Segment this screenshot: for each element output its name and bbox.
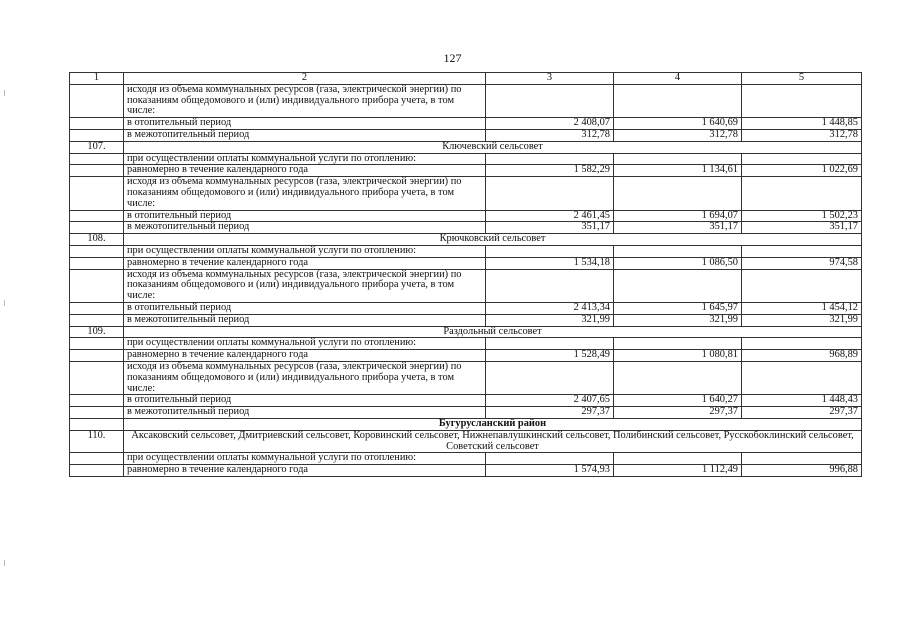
district-name: Бугурусланский район xyxy=(124,418,862,430)
table-row xyxy=(70,257,862,269)
row-number xyxy=(70,129,124,141)
value-column-5 xyxy=(742,84,862,117)
table-row xyxy=(70,222,862,234)
value-column-4 xyxy=(614,453,742,465)
table-row xyxy=(70,84,862,117)
table-row xyxy=(70,338,862,350)
value-column-4: 1 640,27 xyxy=(614,395,742,407)
value-column-4: 1 112,49 xyxy=(614,465,742,477)
value-column-3: 297,37 xyxy=(486,407,614,419)
value-column-4 xyxy=(614,361,742,394)
column-number: 3 xyxy=(486,73,614,85)
row-description: равномерно в течение календарного года xyxy=(124,350,486,362)
value-column-3 xyxy=(486,453,614,465)
table-row xyxy=(70,245,862,257)
table-row xyxy=(70,407,862,419)
value-column-4: 1 086,50 xyxy=(614,257,742,269)
value-column-5 xyxy=(742,153,862,165)
table-row xyxy=(70,350,862,362)
value-column-5: 297,37 xyxy=(742,407,862,419)
value-column-3: 1 534,18 xyxy=(486,257,614,269)
row-description: в отопительный период xyxy=(124,118,486,130)
table-row xyxy=(70,314,862,326)
row-number xyxy=(70,257,124,269)
value-column-5 xyxy=(742,177,862,210)
settlement-name: Аксаковский сельсовет, Дмитриевский сельсовет, Коровинский сельсовет, Нижнепавлушкинский сельсовет, Полибинский сельсовет, Русскобоклинский сельсовет, Советский сельсовет xyxy=(124,430,862,453)
value-column-3: 1 574,93 xyxy=(486,465,614,477)
settlement-row xyxy=(70,234,862,246)
table-row xyxy=(70,465,862,477)
row-number xyxy=(70,165,124,177)
value-column-3: 2 461,45 xyxy=(486,210,614,222)
value-column-4: 1 134,61 xyxy=(614,165,742,177)
scan-margin-mark xyxy=(4,90,5,96)
row-number xyxy=(70,302,124,314)
tariff-table xyxy=(69,72,862,477)
value-column-4: 1 640,69 xyxy=(614,118,742,130)
row-description: в отопительный период xyxy=(124,395,486,407)
value-column-3 xyxy=(486,177,614,210)
value-column-3: 1 582,29 xyxy=(486,165,614,177)
row-description: в межотопительный период xyxy=(124,222,486,234)
row-description: равномерно в течение календарного года xyxy=(124,165,486,177)
value-column-4: 351,17 xyxy=(614,222,742,234)
district-spacer xyxy=(70,418,124,430)
settlement-number: 109. xyxy=(70,326,124,338)
value-column-4 xyxy=(614,338,742,350)
value-column-3: 2 413,34 xyxy=(486,302,614,314)
table-row xyxy=(70,210,862,222)
value-column-3: 1 528,49 xyxy=(486,350,614,362)
row-description: при осуществлении оплаты коммунальной услуги по отоплению: xyxy=(124,245,486,257)
row-number xyxy=(70,177,124,210)
row-description: в отопительный период xyxy=(124,302,486,314)
value-column-4: 1 694,07 xyxy=(614,210,742,222)
row-number xyxy=(70,269,124,302)
row-description: в межотопительный период xyxy=(124,407,486,419)
row-number xyxy=(70,314,124,326)
table-row xyxy=(70,153,862,165)
row-number xyxy=(70,453,124,465)
row-description: в межотопительный период xyxy=(124,314,486,326)
value-column-3 xyxy=(486,338,614,350)
row-number xyxy=(70,118,124,130)
value-column-5: 974,58 xyxy=(742,257,862,269)
row-description: исходя из объема коммунальных ресурсов (газа, электрической энергии) по показаниям общедомового и (или) индивидуального прибора учета, в том числе: xyxy=(124,269,486,302)
value-column-5 xyxy=(742,338,862,350)
table-row xyxy=(70,165,862,177)
row-description: при осуществлении оплаты коммунальной услуги по отоплению: xyxy=(124,453,486,465)
settlement-name: Ключевский сельсовет xyxy=(124,141,862,153)
row-description: в отопительный период xyxy=(124,210,486,222)
value-column-3: 321,99 xyxy=(486,314,614,326)
value-column-3 xyxy=(486,153,614,165)
row-number xyxy=(70,84,124,117)
row-number xyxy=(70,222,124,234)
table-row xyxy=(70,302,862,314)
table-row xyxy=(70,129,862,141)
row-description: при осуществлении оплаты коммунальной услуги по отоплению: xyxy=(124,338,486,350)
value-column-5: 1 454,12 xyxy=(742,302,862,314)
value-column-5 xyxy=(742,361,862,394)
row-number xyxy=(70,407,124,419)
scan-margin-mark xyxy=(4,560,5,566)
value-column-3 xyxy=(486,84,614,117)
value-column-5 xyxy=(742,453,862,465)
value-column-5: 968,89 xyxy=(742,350,862,362)
value-column-4 xyxy=(614,177,742,210)
row-number xyxy=(70,465,124,477)
table-row xyxy=(70,118,862,130)
value-column-5: 1 448,43 xyxy=(742,395,862,407)
value-column-5: 312,78 xyxy=(742,129,862,141)
column-number: 1 xyxy=(70,73,124,85)
value-column-4: 312,78 xyxy=(614,129,742,141)
row-description: исходя из объема коммунальных ресурсов (газа, электрической энергии) по показаниям общедомового и (или) индивидуального прибора учета, в том числе: xyxy=(124,361,486,394)
settlement-number: 108. xyxy=(70,234,124,246)
table-row xyxy=(70,269,862,302)
settlement-row xyxy=(70,326,862,338)
value-column-3: 2 408,07 xyxy=(486,118,614,130)
value-column-5 xyxy=(742,269,862,302)
value-column-4: 1 645,97 xyxy=(614,302,742,314)
value-column-3: 2 407,65 xyxy=(486,395,614,407)
row-number xyxy=(70,395,124,407)
table-row xyxy=(70,177,862,210)
value-column-4 xyxy=(614,245,742,257)
settlement-number: 107. xyxy=(70,141,124,153)
value-column-5: 996,88 xyxy=(742,465,862,477)
value-column-5: 1 502,23 xyxy=(742,210,862,222)
row-description: равномерно в течение календарного года xyxy=(124,465,486,477)
row-description: при осуществлении оплаты коммунальной услуги по отоплению: xyxy=(124,153,486,165)
value-column-3 xyxy=(486,245,614,257)
column-number: 5 xyxy=(742,73,862,85)
column-number: 2 xyxy=(124,73,486,85)
row-number xyxy=(70,153,124,165)
value-column-3: 312,78 xyxy=(486,129,614,141)
district-row xyxy=(70,418,862,430)
row-description: в межотопительный период xyxy=(124,129,486,141)
column-number-row xyxy=(70,73,862,85)
value-column-4 xyxy=(614,84,742,117)
row-description: исходя из объема коммунальных ресурсов (газа, электрической энергии) по показаниям общедомового и (или) индивидуального прибора учета, в том числе: xyxy=(124,177,486,210)
settlement-name: Крючковский сельсовет xyxy=(124,234,862,246)
value-column-4: 297,37 xyxy=(614,407,742,419)
value-column-5: 1 022,69 xyxy=(742,165,862,177)
settlement-number: 110. xyxy=(70,430,124,453)
table-row xyxy=(70,453,862,465)
value-column-4: 321,99 xyxy=(614,314,742,326)
value-column-4: 1 080,81 xyxy=(614,350,742,362)
column-number: 4 xyxy=(614,73,742,85)
row-number xyxy=(70,350,124,362)
value-column-4 xyxy=(614,153,742,165)
row-description: равномерно в течение календарного года xyxy=(124,257,486,269)
scan-margin-mark xyxy=(4,300,5,306)
value-column-5 xyxy=(742,245,862,257)
value-column-3 xyxy=(486,361,614,394)
row-number xyxy=(70,210,124,222)
table-row xyxy=(70,395,862,407)
table-row xyxy=(70,361,862,394)
row-description: исходя из объема коммунальных ресурсов (газа, электрической энергии) по показаниям общедомового и (или) индивидуального прибора учета, в том числе: xyxy=(124,84,486,117)
row-number xyxy=(70,245,124,257)
page-number: 127 xyxy=(443,51,462,65)
row-number xyxy=(70,361,124,394)
value-column-5: 321,99 xyxy=(742,314,862,326)
value-column-3 xyxy=(486,269,614,302)
value-column-3: 351,17 xyxy=(486,222,614,234)
settlement-row xyxy=(70,141,862,153)
settlement-name: Раздольный сельсовет xyxy=(124,326,862,338)
row-number xyxy=(70,338,124,350)
settlement-row xyxy=(70,430,862,453)
value-column-5: 351,17 xyxy=(742,222,862,234)
table-body xyxy=(70,84,862,476)
value-column-5: 1 448,85 xyxy=(742,118,862,130)
value-column-4 xyxy=(614,269,742,302)
